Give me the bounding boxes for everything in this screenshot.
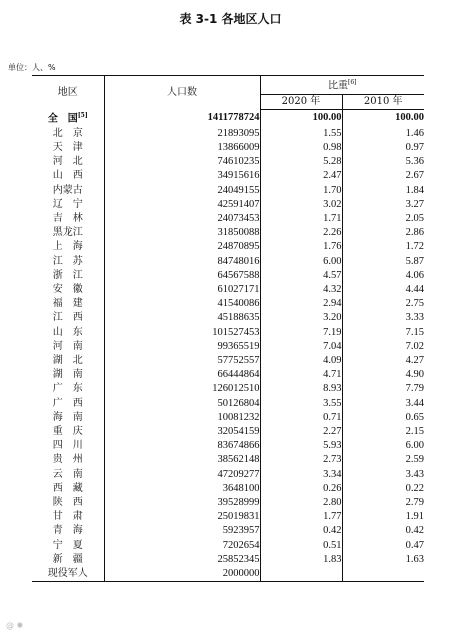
population-value: 34915616 (104, 169, 260, 183)
header-share: 比重[6] (260, 76, 424, 95)
table-row (32, 340, 424, 354)
header-year-2010: 2010 年 (342, 94, 424, 109)
share-2010-value: 2.05 (405, 212, 424, 224)
table-row (32, 354, 424, 368)
total-share-2020: 100.00 (260, 109, 342, 127)
region-name: 宁 夏 (32, 539, 104, 553)
watermark: @ ✺ (6, 621, 24, 630)
population-value: 24870895 (104, 240, 260, 254)
share-2010-value (342, 567, 424, 582)
share-2010-value: 6.00 (405, 440, 424, 452)
total-population: 1411778724 (104, 109, 260, 127)
share-2020-value: 7.19 (260, 326, 342, 340)
region-name: 广 西 (32, 397, 104, 411)
region-name: 甘 肃 (32, 510, 104, 524)
share-2020-value: 1.71 (260, 212, 342, 226)
region-name: 云 南 (32, 468, 104, 482)
population-value: 83674866 (104, 439, 260, 453)
region-name: 重 庆 (32, 425, 104, 439)
share-2020-value: 3.02 (260, 198, 342, 212)
share-2010-value: 3.33 (405, 312, 424, 324)
region-name: 吉 林 (32, 212, 104, 226)
header-year-2020: 2020 年 (260, 94, 342, 109)
share-2020-value (260, 567, 342, 582)
share-2010-value: 1.46 (405, 127, 424, 139)
share-2010-value: 4.44 (405, 284, 424, 295)
region-name: 福 建 (32, 297, 104, 311)
share-2020-value: 4.71 (260, 368, 342, 382)
share-2010-value: 1.84 (405, 184, 424, 196)
table-row (32, 240, 424, 254)
region-name: 河 北 (32, 155, 104, 169)
share-2010-value: 1.72 (405, 241, 424, 253)
region-name: 山 西 (32, 169, 104, 183)
share-2020-value: 2.26 (260, 226, 342, 240)
population-value: 50126804 (104, 397, 260, 411)
region-name: 安 徽 (32, 283, 104, 297)
share-2020-value: 1.83 (260, 553, 342, 567)
table-row (32, 397, 424, 411)
table-row (32, 184, 424, 198)
region-name: 海 南 (32, 411, 104, 425)
share-2020-value: 3.20 (260, 311, 342, 325)
share-2010-value: 3.44 (405, 397, 424, 409)
share-2010-value: 5.87 (405, 255, 424, 267)
share-2010-value: 5.36 (405, 156, 424, 168)
population-value: 42591407 (104, 198, 260, 212)
population-value: 126012510 (104, 382, 260, 396)
table-row (32, 269, 424, 283)
table-row (32, 226, 424, 240)
share-2010-value: 2.75 (405, 298, 424, 310)
total-footnote: [5] (77, 112, 88, 120)
share-2020-value: 2.94 (260, 297, 342, 311)
region-name: 浙 江 (32, 269, 104, 283)
table-row (32, 169, 424, 183)
share-2020-value: 2.27 (260, 425, 342, 439)
population-value: 32054159 (104, 425, 260, 439)
population-value: 31850088 (104, 226, 260, 240)
share-2010-value: 0.47 (405, 539, 424, 551)
table-row (32, 297, 424, 311)
share-2020-value: 0.98 (260, 141, 342, 155)
population-value: 84748016 (104, 255, 260, 269)
region-name: 广 东 (32, 382, 104, 396)
region-name: 湖 北 (32, 354, 104, 368)
table-row (32, 311, 424, 325)
table-row (32, 539, 424, 553)
region-name: 内蒙古 (32, 184, 104, 198)
population-value: 41540086 (104, 297, 260, 311)
population-value: 13866009 (104, 141, 260, 155)
table-row (32, 496, 424, 510)
population-value: 3648100 (104, 482, 260, 496)
population-value: 24049155 (104, 184, 260, 198)
table-row (32, 524, 424, 538)
share-2010-value: 2.67 (405, 170, 424, 182)
share-2020-value: 3.55 (260, 397, 342, 411)
share-2020-value: 2.47 (260, 169, 342, 183)
region-name: 辽 宁 (32, 198, 104, 212)
share-2010-value: 2.15 (405, 426, 424, 438)
population-value: 47209277 (104, 468, 260, 482)
share-2020-value: 2.73 (260, 453, 342, 467)
population-value: 5923957 (104, 524, 260, 538)
population-value: 99365519 (104, 340, 260, 354)
share-2020-value: 4.32 (260, 283, 342, 297)
table-row (32, 425, 424, 439)
share-2010-value: 4.06 (405, 269, 424, 281)
share-2020-value: 8.93 (260, 382, 342, 396)
share-2020-value: 0.26 (260, 482, 342, 496)
population-value: 24073453 (104, 212, 260, 226)
table-title: 表 3-1 各地区人口 (179, 12, 282, 26)
share-2010-value: 1.91 (405, 511, 424, 523)
table-row (32, 510, 424, 524)
table-row (32, 255, 424, 269)
region-name: 贵 州 (32, 453, 104, 467)
population-value: 45188635 (104, 311, 260, 325)
population-value: 66444864 (104, 368, 260, 382)
share-2020-value: 6.00 (260, 255, 342, 269)
table-row (32, 368, 424, 382)
population-value: 57752557 (104, 354, 260, 368)
share-2020-value: 1.55 (260, 127, 342, 141)
population-value: 2000000 (104, 567, 260, 582)
table-row (32, 127, 424, 141)
share-2010-value: 7.79 (405, 383, 424, 395)
population-table (32, 75, 424, 582)
share-2020-value: 3.34 (260, 468, 342, 482)
table-row (32, 382, 424, 396)
header-region: 地区 (32, 76, 104, 110)
total-row (32, 109, 424, 127)
population-value: 39528999 (104, 496, 260, 510)
region-name: 陕 西 (32, 496, 104, 510)
header-population: 人口数 (104, 76, 260, 110)
region-name: 上 海 (32, 240, 104, 254)
table-row (32, 141, 424, 155)
region-name: 新 疆 (32, 553, 104, 567)
share-2020-value: 5.28 (260, 155, 342, 169)
share-2010-value: 3.43 (405, 468, 424, 480)
share-2020-value: 5.93 (260, 439, 342, 453)
share-2010-value: 2.59 (405, 454, 424, 466)
table-row (32, 326, 424, 340)
share-2020-value: 1.77 (260, 510, 342, 524)
table-row (32, 411, 424, 425)
table-row (32, 155, 424, 169)
share-2020-value: 4.57 (260, 269, 342, 283)
population-value: 25019831 (104, 510, 260, 524)
table-row (32, 212, 424, 226)
region-name: 北 京 (32, 127, 104, 141)
region-name: 西 藏 (32, 482, 104, 496)
total-share-2010: 100.00 (395, 112, 424, 124)
region-name: 四 川 (32, 439, 104, 453)
population-value: 25852345 (104, 553, 260, 567)
table-row (32, 482, 424, 496)
share-2010-value: 1.63 (405, 553, 424, 565)
share-2020-value: 0.51 (260, 539, 342, 553)
region-name: 湖 南 (32, 368, 104, 382)
share-2010-value: 7.15 (405, 326, 424, 338)
region-name: 河 南 (32, 340, 104, 354)
share-2020-value: 0.42 (260, 524, 342, 538)
share-2020-value: 4.09 (260, 354, 342, 368)
share-2020-value: 2.80 (260, 496, 342, 510)
table-row (32, 553, 424, 567)
population-value: 38562148 (104, 453, 260, 467)
share-2020-value: 1.76 (260, 240, 342, 254)
population-value: 21893095 (104, 127, 260, 141)
region-name: 江 西 (32, 311, 104, 325)
region-name: 青 海 (32, 524, 104, 538)
share-2010-value: 4.27 (405, 355, 424, 367)
share-footnote: [6] (348, 79, 357, 86)
table-row (32, 283, 424, 297)
population-value: 10081232 (104, 411, 260, 425)
table-row (32, 439, 424, 453)
region-name: 黑龙江 (32, 226, 104, 240)
share-2020-value: 1.70 (260, 184, 342, 198)
total-name: 全 国[5] (32, 109, 104, 127)
share-2010-value: 0.22 (405, 482, 424, 494)
region-name: 天 津 (32, 141, 104, 155)
share-2010-value: 0.42 (405, 525, 424, 537)
table-row (32, 468, 424, 482)
share-2010-value: 0.65 (405, 411, 424, 423)
share-2010-value: 2.79 (405, 497, 424, 509)
table-row (32, 453, 424, 467)
share-2010-value: 3.27 (405, 198, 424, 210)
population-value: 101527453 (104, 326, 260, 340)
unit-label: 单位：人、% (8, 63, 56, 72)
population-value: 74610235 (104, 155, 260, 169)
share-2010-value: 0.97 (405, 141, 424, 153)
share-2010-value: 7.02 (405, 340, 424, 352)
table-row (32, 198, 424, 212)
share-2010-value: 4.90 (405, 369, 424, 381)
region-name: 江 苏 (32, 255, 104, 269)
table-row (32, 567, 424, 582)
population-value: 7202654 (104, 539, 260, 553)
population-value: 64567588 (104, 269, 260, 283)
share-2020-value: 7.04 (260, 340, 342, 354)
share-2010-value: 2.86 (405, 227, 424, 239)
population-value: 61027171 (104, 283, 260, 297)
region-name: 现役军人 (32, 567, 104, 582)
share-2020-value: 0.71 (260, 411, 342, 425)
region-name: 山 东 (32, 326, 104, 340)
